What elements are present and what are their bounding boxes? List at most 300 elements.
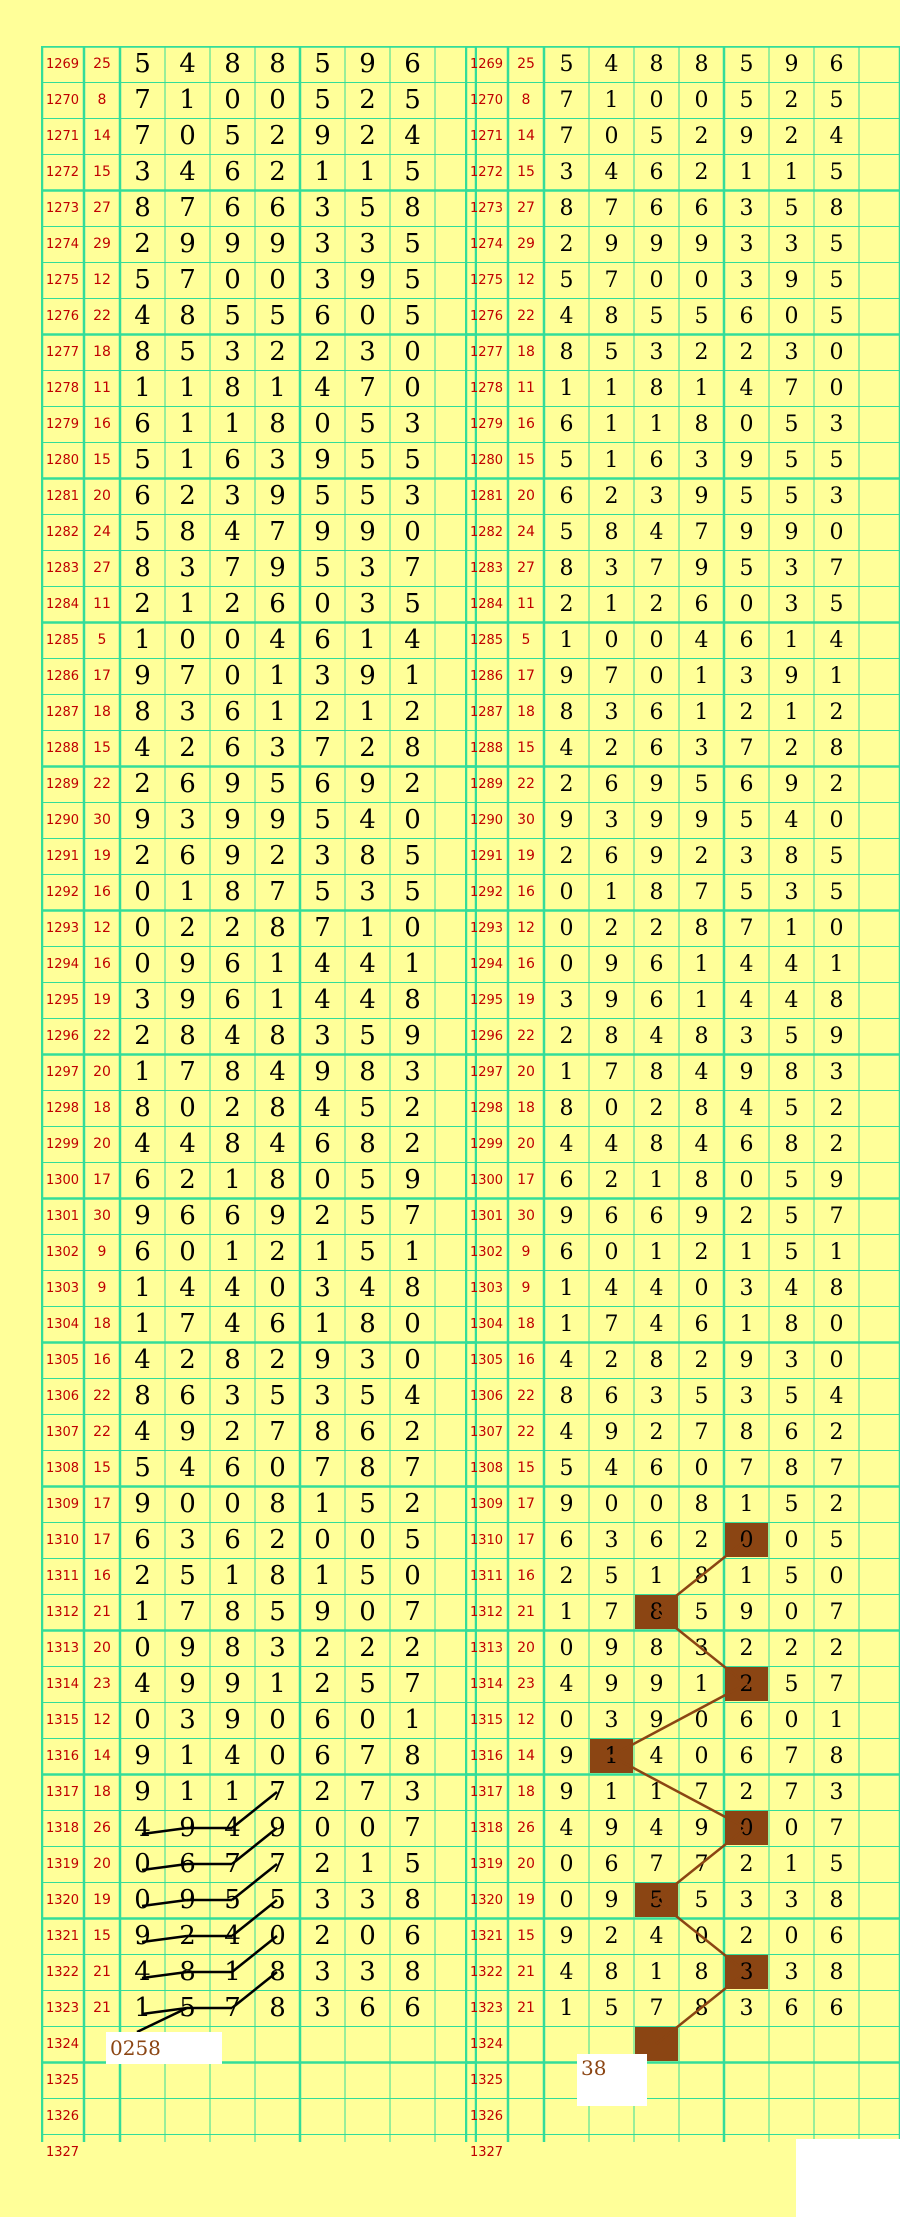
digit-cell: 8	[359, 1129, 376, 1159]
row-index: 1307	[45, 1424, 80, 1440]
row-sum: 19	[517, 1892, 535, 1908]
digit-cell: 3	[314, 1381, 331, 1411]
digit-cell: 0	[179, 625, 196, 655]
row-sum: 15	[517, 740, 535, 756]
digit-cell: 8	[269, 49, 286, 79]
row-index: 1275	[45, 272, 80, 288]
digit-cell: 2	[404, 1093, 421, 1123]
digit-cell: 4	[314, 373, 331, 403]
row-sum: 18	[517, 1316, 535, 1332]
digit-cell: 9	[559, 1923, 574, 1949]
table-row	[465, 946, 900, 982]
table-row	[41, 334, 477, 370]
digit-cell: 5	[224, 1885, 241, 1915]
table-row	[41, 1918, 477, 1954]
digit-cell: 3	[604, 807, 619, 833]
digit-cell: 2	[829, 1635, 844, 1661]
digit-cell: 2	[784, 87, 799, 113]
digit-cell: 7	[649, 1851, 664, 1877]
digit-cell: 5	[694, 1383, 709, 1409]
digit-cell: 3	[739, 1023, 754, 1049]
digit-cell: 6	[649, 735, 664, 761]
digit-cell: 3	[179, 1705, 196, 1735]
digit-cell: 4	[314, 1093, 331, 1123]
digit-cell: 0	[404, 373, 421, 403]
table-row	[465, 478, 900, 514]
digit-cell: 5	[784, 483, 799, 509]
digit-cell: 3	[829, 483, 844, 509]
digit-cell: 8	[829, 735, 844, 761]
digit-cell	[300, 2134, 345, 2170]
digit-cell: 2	[694, 1239, 709, 1265]
digit-cell: 5	[784, 447, 799, 473]
row-sum: 14	[93, 128, 111, 144]
digit-cell: 5	[134, 445, 151, 475]
digit-cell: 6	[694, 195, 709, 221]
table-row	[465, 1558, 900, 1594]
table-row	[465, 982, 900, 1018]
table-row	[41, 1270, 477, 1306]
table-row	[41, 226, 477, 262]
digit-cell: 4	[224, 1741, 241, 1771]
row-index: 1312	[469, 1604, 504, 1620]
digit-cell: 5	[784, 411, 799, 437]
digit-cell: 1	[604, 879, 619, 905]
digit-cell: 6	[784, 1419, 799, 1445]
digit-cell: 1	[224, 1561, 241, 1591]
row-sum: 20	[93, 1856, 111, 1872]
digit-cell: 1	[829, 1707, 844, 1733]
digit-cell: 1	[559, 1995, 574, 2021]
table-row	[41, 730, 477, 766]
digit-cell: 3	[604, 555, 619, 581]
row-index: 1322	[469, 1964, 504, 1980]
row-index: 1285	[469, 632, 504, 648]
digit-cell: 2	[269, 157, 286, 187]
row-index: 1317	[469, 1784, 504, 1800]
digit-cell: 9	[179, 949, 196, 979]
digit-cell: 7	[404, 1201, 421, 1231]
digit-cell: 4	[739, 1095, 754, 1121]
digit-cell: 7	[649, 555, 664, 581]
digit-cell: 6	[224, 1201, 241, 1231]
digit-cell: 7	[134, 121, 151, 151]
row-sum: 16	[93, 416, 111, 432]
digit-cell: 5	[404, 445, 421, 475]
digit-cell: 3	[694, 447, 709, 473]
table-row	[465, 1306, 900, 1342]
digit-cell: 5	[359, 1201, 376, 1231]
digit-cell: 3	[269, 445, 286, 475]
digit-cell: 6	[179, 1849, 196, 1879]
digit-cell: 8	[179, 517, 196, 547]
digit-cell: 9	[604, 1671, 619, 1697]
digit-cell: 5	[359, 1021, 376, 1051]
digit-cell: 8	[559, 555, 574, 581]
row-index: 1269	[469, 56, 504, 72]
digit-cell	[210, 2098, 255, 2134]
digit-cell: 7	[269, 877, 286, 907]
digit-cell: 2	[604, 735, 619, 761]
digit-cell: 0	[269, 1921, 286, 1951]
digit-cell: 1	[604, 87, 619, 113]
digit-cell: 0	[649, 1491, 664, 1517]
digit-cell: 3	[359, 1885, 376, 1915]
row-sum: 29	[517, 236, 535, 252]
digit-cell: 1	[784, 699, 799, 725]
digit-cell: 8	[604, 303, 619, 329]
digit-cell: 4	[134, 1957, 151, 1987]
digit-cell: 0	[359, 301, 376, 331]
row-index: 1311	[469, 1568, 504, 1584]
digit-cell: 4	[739, 951, 754, 977]
row-sum	[84, 2134, 120, 2170]
digit-cell: 4	[784, 807, 799, 833]
digit-cell: 2	[314, 1777, 331, 1807]
digit-cell: 9	[359, 49, 376, 79]
digit-cell	[589, 2134, 634, 2170]
digit-cell: 2	[314, 1669, 331, 1699]
digit-cell	[165, 2134, 210, 2170]
row-index: 1302	[469, 1244, 504, 1260]
digit-cell: 0	[784, 1815, 799, 1841]
digit-cell: 5	[269, 301, 286, 331]
digit-cell: 0	[559, 951, 574, 977]
digit-cell: 5	[649, 123, 664, 149]
digit-cell: 1	[649, 1779, 664, 1805]
digit-cell: 6	[269, 1309, 286, 1339]
digit-cell: 3	[784, 1887, 799, 1913]
digit-cell: 9	[739, 519, 754, 545]
digit-cell: 8	[559, 1095, 574, 1121]
digit-cell: 1	[649, 1167, 664, 1193]
digit-cell: 7	[359, 1777, 376, 1807]
digit-cell: 4	[404, 625, 421, 655]
digit-cell: 7	[224, 553, 241, 583]
table-row	[465, 1918, 900, 1954]
digit-cell: 2	[694, 1527, 709, 1553]
digit-cell: 2	[179, 481, 196, 511]
digit-cell	[120, 2134, 165, 2170]
digit-cell	[814, 2026, 859, 2062]
digit-cell: 2	[649, 1095, 664, 1121]
row-sum: 20	[93, 1064, 111, 1080]
row-sum: 14	[93, 1748, 111, 1764]
digit-cell: 1	[829, 1239, 844, 1265]
table-row	[41, 154, 477, 190]
digit-cell: 0	[134, 877, 151, 907]
digit-cell: 3	[224, 1381, 241, 1411]
digit-cell: 0	[739, 591, 754, 617]
digit-cell: 1	[179, 85, 196, 115]
digit-cell: 7	[739, 1455, 754, 1481]
digit-cell: 8	[269, 1489, 286, 1519]
digit-cell: 9	[559, 807, 574, 833]
row-sum: 22	[93, 776, 111, 792]
digit-cell: 9	[179, 1885, 196, 1915]
row-index: 1308	[45, 1460, 80, 1476]
row-index: 1305	[469, 1352, 504, 1368]
digit-cell: 9	[314, 517, 331, 547]
row-sum: 16	[93, 1568, 111, 1584]
digit-cell: 0	[694, 1923, 709, 1949]
digit-cell: 8	[649, 1059, 664, 1085]
digit-cell: 2	[829, 1095, 844, 1121]
row-sum: 12	[93, 920, 111, 936]
table-row	[465, 1126, 900, 1162]
digit-cell: 4	[134, 733, 151, 763]
digit-cell: 8	[649, 1347, 664, 1373]
digit-cell: 8	[224, 1597, 241, 1627]
digit-cell: 9	[134, 1921, 151, 1951]
digit-cell: 9	[404, 1165, 421, 1195]
digit-cell: 5	[829, 447, 844, 473]
table-row	[41, 586, 477, 622]
table-row	[465, 658, 900, 694]
digit-cell: 2	[694, 1347, 709, 1373]
digit-cell: 7	[179, 265, 196, 295]
digit-cell: 8	[784, 1311, 799, 1337]
table-row	[41, 2098, 477, 2134]
digit-cell: 2	[604, 915, 619, 941]
digit-cell: 5	[359, 445, 376, 475]
digit-cell: 6	[649, 699, 664, 725]
digit-cell: 1	[179, 877, 196, 907]
digit-cell: 5	[269, 1381, 286, 1411]
row-index: 1314	[45, 1676, 80, 1692]
digit-cell: 8	[134, 193, 151, 223]
digit-cell: 8	[359, 1309, 376, 1339]
table-row	[465, 1018, 900, 1054]
row-sum: 15	[93, 1928, 111, 1944]
digit-cell: 2	[314, 1921, 331, 1951]
row-sum: 9	[521, 1280, 531, 1296]
digit-cell	[120, 2098, 165, 2134]
digit-cell: 6	[739, 627, 754, 653]
row-sum: 20	[517, 1136, 535, 1152]
table-row	[41, 1774, 477, 1810]
row-index: 1309	[469, 1496, 504, 1512]
digit-cell: 1	[179, 409, 196, 439]
digit-cell: 8	[784, 1131, 799, 1157]
digit-cell: 0	[404, 805, 421, 835]
digit-cell: 8	[694, 51, 709, 77]
digit-cell: 0	[829, 807, 844, 833]
digit-cell: 4	[224, 1021, 241, 1051]
row-sum: 5	[97, 632, 107, 648]
table-row	[41, 442, 477, 478]
digit-cell: 5	[134, 1453, 151, 1483]
digit-cell: 4	[134, 1813, 151, 1843]
digit-cell: 9	[404, 1021, 421, 1051]
table-row	[465, 442, 900, 478]
digit-cell: 5	[359, 409, 376, 439]
digit-cell: 8	[224, 1345, 241, 1375]
digit-cell	[390, 2098, 435, 2134]
row-index: 1273	[469, 200, 504, 216]
table-row	[465, 586, 900, 622]
table-row	[41, 766, 477, 802]
digit-cell: 6	[134, 1525, 151, 1555]
digit-cell: 1	[179, 373, 196, 403]
digit-cell: 3	[314, 229, 331, 259]
digit-cell: 0	[314, 589, 331, 619]
digit-cell: 6	[224, 445, 241, 475]
digit-cell: 3	[134, 985, 151, 1015]
row-sum: 8	[97, 92, 107, 108]
digit-cell: 0	[649, 663, 664, 689]
digit-cell: 3	[604, 1707, 619, 1733]
digit-cell: 8	[694, 1095, 709, 1121]
digit-cell: 7	[829, 555, 844, 581]
digit-cell: 9	[179, 1813, 196, 1843]
row-index: 1272	[469, 164, 504, 180]
digit-cell: 7	[694, 1851, 709, 1877]
digit-cell: 2	[179, 1165, 196, 1195]
table-row	[41, 1522, 477, 1558]
row-sum: 16	[517, 416, 535, 432]
digit-cell: 7	[559, 123, 574, 149]
digit-cell: 2	[269, 337, 286, 367]
digit-cell: 9	[649, 231, 664, 257]
table-row	[465, 46, 900, 82]
digit-cell: 4	[134, 301, 151, 331]
digit-cell: 6	[649, 195, 664, 221]
table-row	[465, 550, 900, 586]
table-row	[41, 1486, 477, 1522]
digit-cell	[210, 2062, 255, 2098]
table-row	[465, 1594, 900, 1630]
digit-cell: 3	[739, 1275, 754, 1301]
digit-cell: 8	[604, 1023, 619, 1049]
digit-cell: 0	[829, 915, 844, 941]
digit-cell: 2	[649, 591, 664, 617]
digit-cell	[300, 2026, 345, 2062]
table-row	[41, 2062, 477, 2098]
table-row	[465, 730, 900, 766]
digit-cell: 0	[604, 123, 619, 149]
row-index: 1287	[45, 704, 80, 720]
table-row	[41, 1090, 477, 1126]
row-sum: 14	[517, 1748, 535, 1764]
digit-cell: 8	[269, 1093, 286, 1123]
digit-cell: 2	[739, 339, 754, 365]
digit-cell: 5	[404, 589, 421, 619]
digit-cell: 4	[829, 1383, 844, 1409]
digit-cell: 0	[404, 337, 421, 367]
digit-cell: 2	[314, 1201, 331, 1231]
table-row	[41, 1990, 477, 2026]
digit-cell: 6	[224, 949, 241, 979]
digit-cell: 5	[404, 841, 421, 871]
digit-cell: 8	[649, 1635, 664, 1661]
row-sum: 9	[97, 1280, 107, 1296]
table-row	[41, 1702, 477, 1738]
digit-cell: 2	[784, 735, 799, 761]
digit-cell: 6	[649, 1527, 664, 1553]
digit-cell: 0	[649, 627, 664, 653]
digit-cell	[544, 2134, 589, 2170]
digit-cell	[390, 2026, 435, 2062]
digit-cell: 1	[694, 987, 709, 1013]
row-sum: 17	[517, 1496, 535, 1512]
row-index: 1282	[469, 524, 504, 540]
digit-cell: 5	[404, 301, 421, 331]
table-row	[465, 262, 900, 298]
digit-cell: 7	[179, 661, 196, 691]
digit-cell: 3	[269, 1633, 286, 1663]
digit-cell	[724, 2062, 769, 2098]
digit-cell: 3	[404, 481, 421, 511]
digit-cell: 1	[179, 589, 196, 619]
table-row	[41, 1306, 477, 1342]
digit-cell: 8	[649, 375, 664, 401]
row-index: 1306	[45, 1388, 80, 1404]
row-sum	[508, 2062, 544, 2098]
table-row	[41, 1198, 477, 1234]
table-row	[41, 982, 477, 1018]
row-sum: 22	[517, 1028, 535, 1044]
digit-cell: 8	[694, 1491, 709, 1517]
row-index: 1269	[45, 56, 80, 72]
digit-cell: 3	[404, 1057, 421, 1087]
digit-cell: 7	[829, 1203, 844, 1229]
digit-cell: 6	[649, 447, 664, 473]
digit-cell: 0	[404, 1309, 421, 1339]
digit-cell: 4	[179, 49, 196, 79]
row-sum: 29	[93, 236, 111, 252]
digit-cell: 7	[604, 663, 619, 689]
table-row	[41, 1414, 477, 1450]
row-sum: 18	[517, 344, 535, 360]
digit-cell: 1	[739, 1563, 754, 1589]
digit-cell: 9	[604, 231, 619, 257]
digit-cell: 4	[604, 1455, 619, 1481]
row-sum: 16	[517, 956, 535, 972]
digit-cell: 8	[134, 553, 151, 583]
table-row	[41, 1378, 477, 1414]
digit-cell: 2	[739, 699, 754, 725]
digit-cell: 5	[694, 1599, 709, 1625]
digit-cell: 7	[224, 1849, 241, 1879]
table-row	[41, 946, 477, 982]
digit-cell: 2	[559, 591, 574, 617]
row-index: 1303	[45, 1280, 80, 1296]
row-index: 1277	[469, 344, 504, 360]
row-sum: 14	[517, 128, 535, 144]
digit-cell: 3	[784, 555, 799, 581]
digit-cell: 3	[179, 1525, 196, 1555]
digit-cell: 9	[179, 1633, 196, 1663]
digit-cell: 6	[314, 769, 331, 799]
digit-cell: 5	[739, 807, 754, 833]
digit-cell	[679, 2098, 724, 2134]
digit-cell: 1	[694, 1671, 709, 1697]
table-row	[465, 406, 900, 442]
digit-cell: 4	[314, 985, 331, 1015]
row-sum: 17	[517, 668, 535, 684]
row-index: 1293	[45, 920, 80, 936]
digit-cell: 1	[224, 1237, 241, 1267]
table-row	[465, 802, 900, 838]
digit-cell: 5	[559, 267, 574, 293]
digit-cell: 8	[694, 1959, 709, 1985]
digit-cell: 1	[404, 1237, 421, 1267]
digit-cell: 4	[224, 1273, 241, 1303]
digit-cell: 8	[134, 697, 151, 727]
digit-cell: 9	[559, 663, 574, 689]
digit-cell: 7	[359, 1741, 376, 1771]
